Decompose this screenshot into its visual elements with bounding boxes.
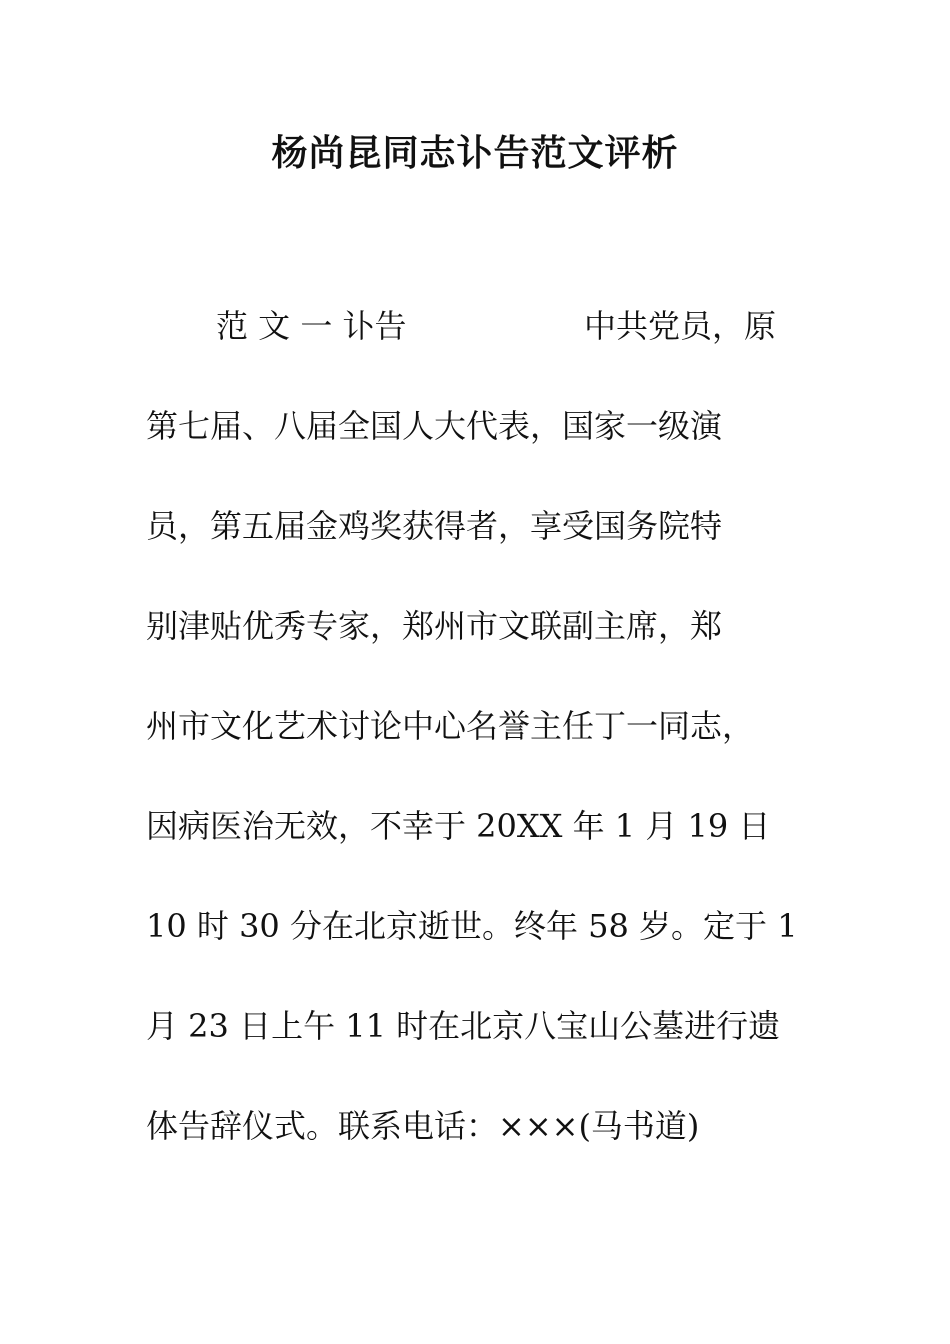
paragraph-line-1-text: 中共党员，原 [584, 307, 777, 345]
section-heading: 范 文 一 讣告 [216, 307, 407, 345]
page-title: 杨尚昆同志讣告范文评析 [271, 132, 679, 174]
paragraph-line-5: 州市文化艺术讨论中心名誉主任丁一同志， [146, 707, 755, 745]
paragraph-line-9: 体告辞仪式。联系电话：×××(马书道) [146, 1107, 700, 1145]
paragraph-line-3: 员，第五届金鸡奖获得者，享受国务院特 [146, 507, 723, 545]
paragraph-line-6: 因病医治无效，不幸于 20XX 年 1 月 19 日 [146, 807, 771, 845]
paragraph-line-4: 别津贴优秀专家，郑州市文联副主席，郑 [146, 607, 723, 645]
paragraph-line-2: 第七届、八届全国人大代表，国家一级演 [146, 407, 723, 445]
paragraph-line-8: 月 23 日上午 11 时在北京八宝山公墓进行遗 [146, 1007, 781, 1045]
paragraph-line-7: 10 时 30 分在北京逝世。终年 58 岁。定于 1 [146, 907, 798, 945]
